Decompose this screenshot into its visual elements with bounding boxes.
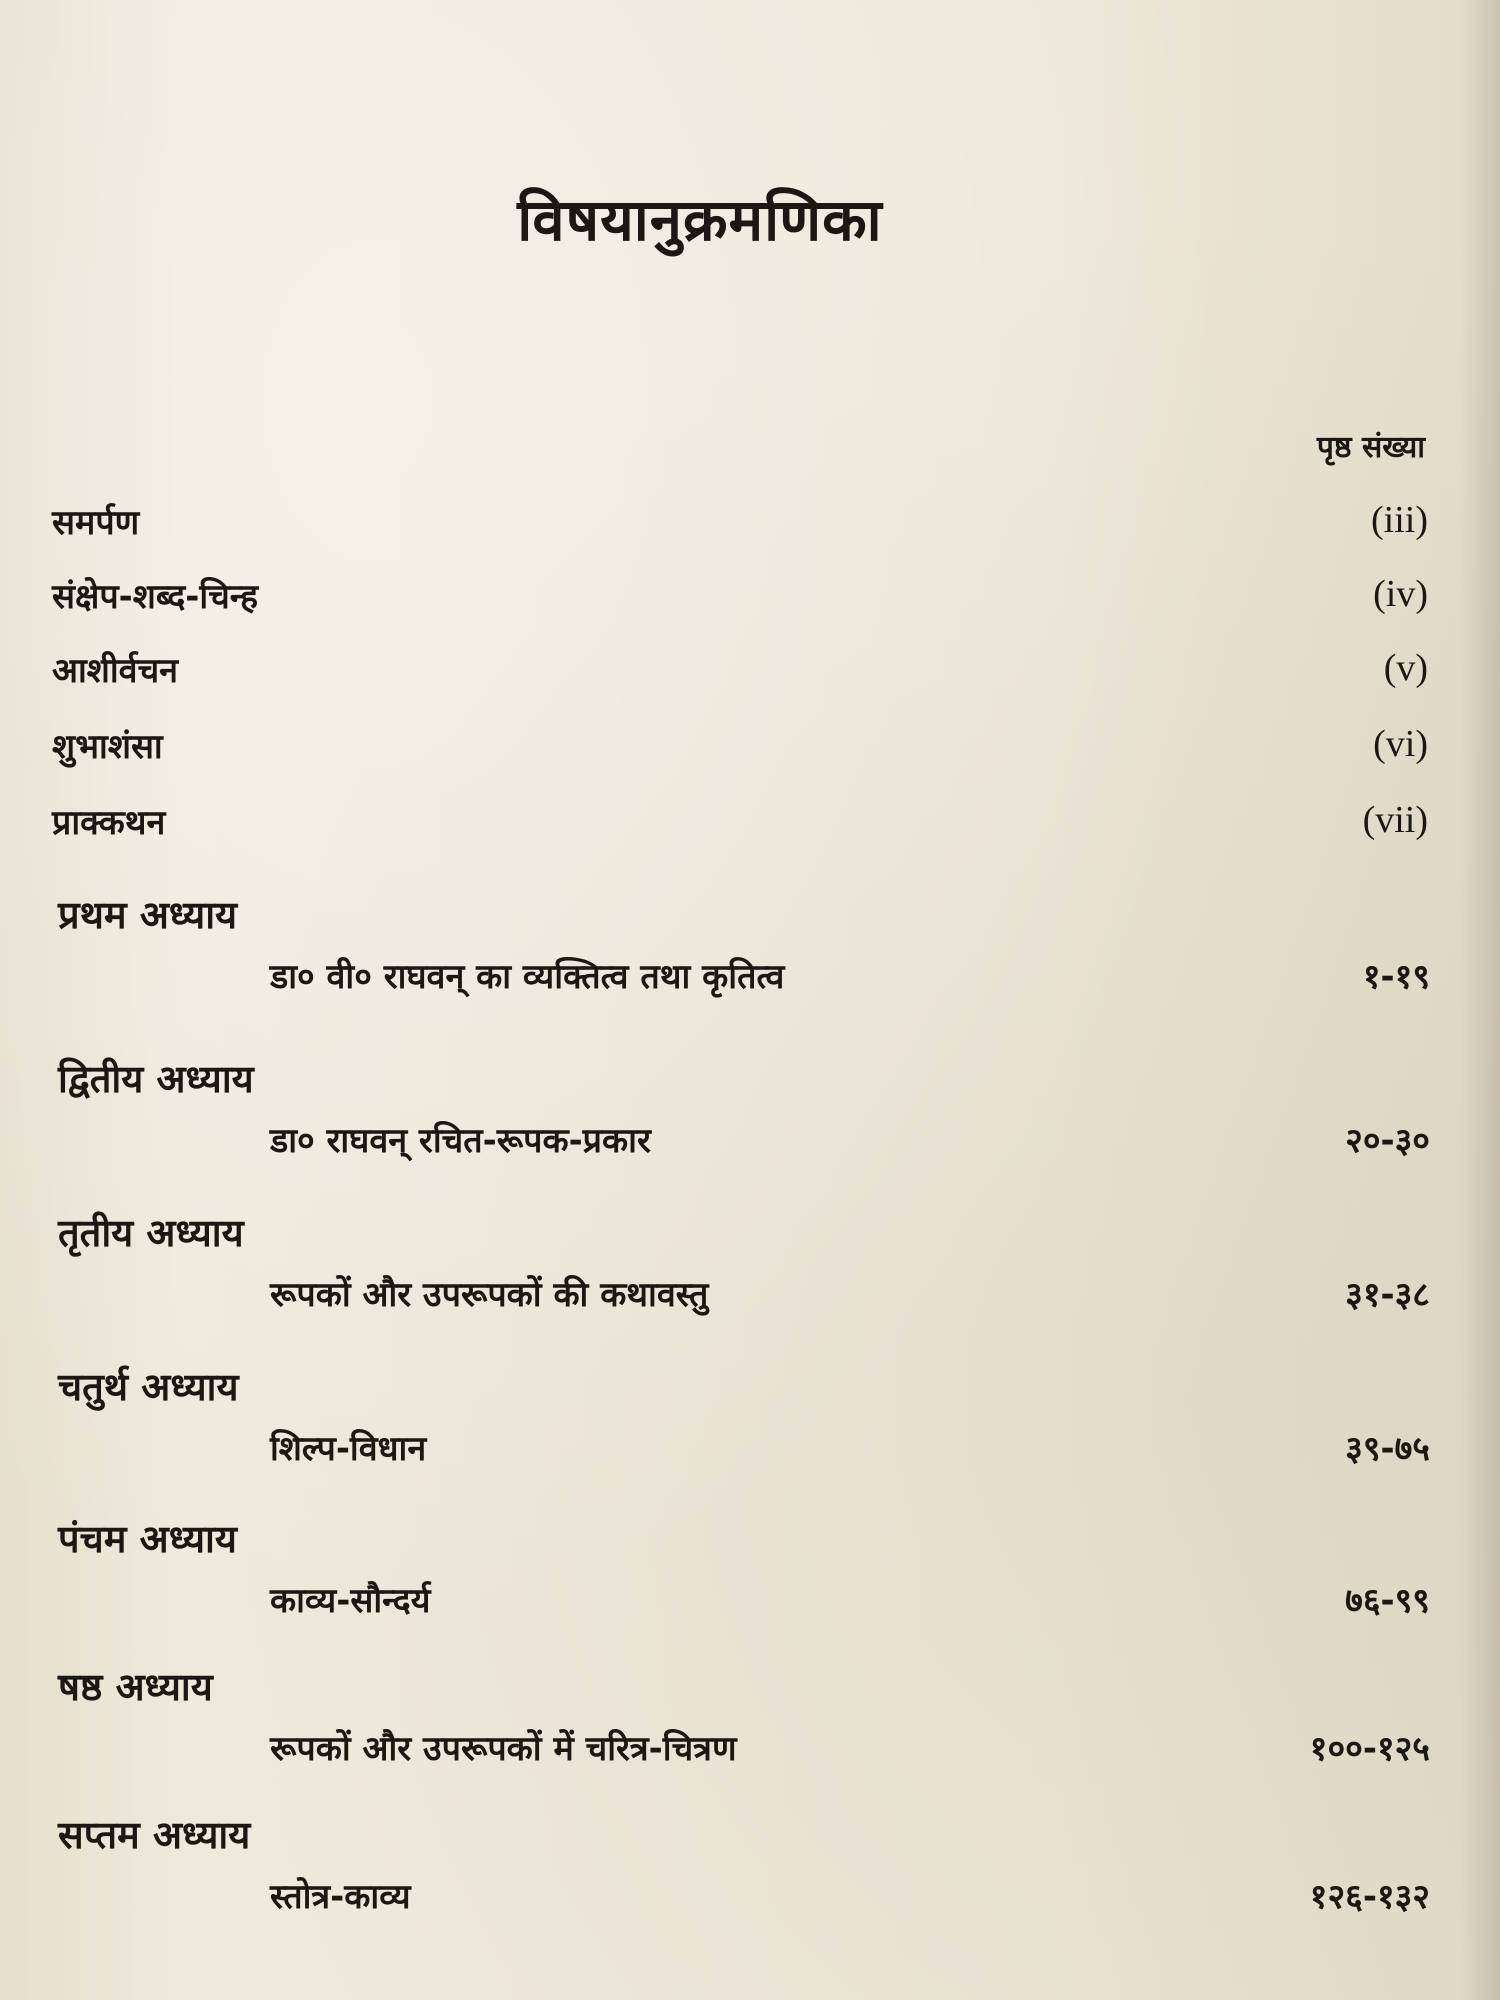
- chapter-title: काव्य-सौन्दर्य: [270, 1581, 431, 1621]
- toc-front-matter-row: [0, 798, 1500, 858]
- toc-chapter: [0, 1206, 1500, 1346]
- toc-chapter: [0, 1512, 1500, 1652]
- chapter-heading: पंचम अध्याय: [58, 1517, 237, 1561]
- chapter-pages: १-१९: [1362, 957, 1430, 997]
- chapter-pages: ३९-७५: [1345, 1429, 1430, 1469]
- chapter-pages: १२६-१३२: [1309, 1877, 1430, 1917]
- toc-front-matter-row: [0, 722, 1500, 782]
- toc-entry-label: शुभाशंसा: [52, 727, 163, 767]
- chapter-pages: १००-१२५: [1309, 1729, 1430, 1769]
- chapter-title: डा० वी० राघवन् का व्यक्तित्व तथा कृतित्व: [270, 957, 785, 997]
- chapter-title: रूपकों और उपरूपकों की कथावस्तु: [270, 1275, 709, 1315]
- page-title: विषयानुक्रमणिका: [517, 186, 883, 254]
- toc-entry-pages: (vii): [1362, 799, 1428, 841]
- chapter-title: स्तोत्र-काव्य: [270, 1877, 411, 1917]
- chapter-title: शिल्प-विधान: [270, 1429, 427, 1469]
- chapter-heading: सप्तम अध्याय: [58, 1813, 251, 1857]
- toc-chapter: [0, 1052, 1500, 1192]
- chapter-title: रूपकों और उपरूपकों में चरित्र-चित्रण: [270, 1729, 737, 1769]
- toc-chapter: [0, 1360, 1500, 1500]
- chapter-heading: प्रथम अध्याय: [58, 893, 238, 937]
- chapter-heading: तृतीय अध्याय: [58, 1211, 244, 1255]
- chapter-title: डा० राघवन् रचित-रूपक-प्रकार: [270, 1121, 651, 1161]
- chapter-pages: ३१-३८: [1345, 1275, 1430, 1315]
- chapter-pages: २०-३०: [1345, 1121, 1430, 1161]
- toc-entry-pages: (vi): [1373, 723, 1428, 765]
- toc-chapter: [0, 1808, 1500, 1948]
- toc-front-matter-row: [0, 646, 1500, 706]
- chapter-heading: द्वितीय अध्याय: [58, 1057, 254, 1101]
- toc-entry-pages: (iv): [1373, 573, 1428, 615]
- toc-chapter: [0, 888, 1500, 1028]
- toc-front-matter-row: [0, 572, 1500, 632]
- toc-entry-label: आशीर्वचन: [52, 651, 179, 691]
- toc-entry-label: प्राक्कथन: [52, 803, 166, 843]
- page-number-column-header: पृष्ठ संख्या: [1316, 430, 1425, 465]
- toc-entry-pages: (iii): [1371, 499, 1428, 541]
- toc-chapter: [0, 1660, 1500, 1800]
- chapter-pages: ७६-९९: [1345, 1581, 1430, 1621]
- chapter-heading: चतुर्थ अध्याय: [58, 1365, 239, 1409]
- toc-entry-label: संक्षेप-शब्द-चिन्ह: [52, 577, 259, 617]
- toc-front-matter-row: [0, 498, 1500, 558]
- toc-entry-label: समर्पण: [52, 503, 140, 543]
- chapter-heading: षष्ठ अध्याय: [58, 1665, 213, 1709]
- toc-entry-pages: (v): [1383, 647, 1428, 689]
